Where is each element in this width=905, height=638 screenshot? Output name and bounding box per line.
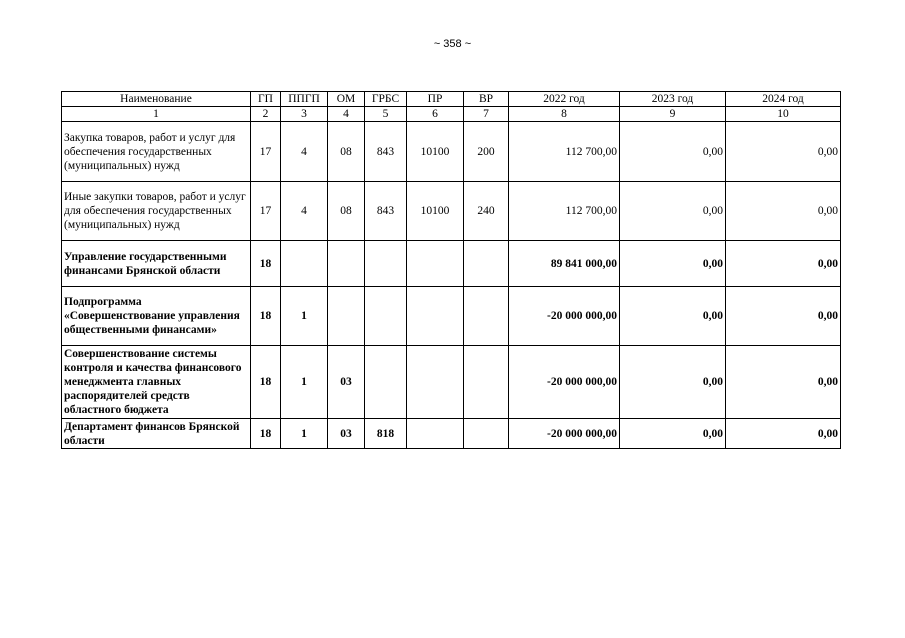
cell-2023: 0,00 bbox=[620, 182, 726, 241]
cell-2023: 0,00 bbox=[620, 346, 726, 419]
cell-ppgp bbox=[281, 241, 328, 287]
row-name: Управление государственными финансами Брянской области bbox=[62, 241, 251, 287]
column-index: 2 bbox=[251, 107, 281, 122]
row-name: Подпрограмма «Совершенствование управления общественными финансами» bbox=[62, 287, 251, 346]
table-row bbox=[62, 122, 841, 182]
column-index: 4 bbox=[328, 107, 365, 122]
cell-vr bbox=[464, 346, 509, 419]
column-index-row bbox=[62, 107, 841, 122]
header-gp: ГП bbox=[251, 92, 281, 107]
column-index: 3 bbox=[281, 107, 328, 122]
cell-om: 03 bbox=[328, 346, 365, 419]
cell-2022: 112 700,00 bbox=[509, 122, 620, 182]
table-row bbox=[62, 346, 841, 419]
column-index: 6 bbox=[407, 107, 464, 122]
cell-grbs: 818 bbox=[365, 419, 407, 449]
cell-om: 03 bbox=[328, 419, 365, 449]
table-row bbox=[62, 419, 841, 449]
cell-grbs bbox=[365, 241, 407, 287]
cell-pr bbox=[407, 241, 464, 287]
cell-2022: -20 000 000,00 bbox=[509, 287, 620, 346]
budget-table bbox=[61, 91, 841, 449]
cell-ppgp: 1 bbox=[281, 287, 328, 346]
table-row bbox=[62, 182, 841, 241]
column-index: 9 bbox=[620, 107, 726, 122]
row-name: Департамент финансов Брянской области bbox=[62, 419, 251, 449]
table-row bbox=[62, 241, 841, 287]
header-ppgp: ППГП bbox=[281, 92, 328, 107]
cell-ppgp: 4 bbox=[281, 182, 328, 241]
cell-2023: 0,00 bbox=[620, 287, 726, 346]
cell-2023: 0,00 bbox=[620, 122, 726, 182]
cell-2024: 0,00 bbox=[726, 182, 841, 241]
cell-2022: -20 000 000,00 bbox=[509, 419, 620, 449]
cell-om: 08 bbox=[328, 182, 365, 241]
cell-pr: 10100 bbox=[407, 182, 464, 241]
cell-2024: 0,00 bbox=[726, 287, 841, 346]
cell-2024: 0,00 bbox=[726, 241, 841, 287]
cell-om bbox=[328, 287, 365, 346]
cell-gp: 18 bbox=[251, 287, 281, 346]
cell-2023: 0,00 bbox=[620, 419, 726, 449]
cell-vr: 200 bbox=[464, 122, 509, 182]
header-pr: ПР bbox=[407, 92, 464, 107]
cell-2024: 0,00 bbox=[726, 122, 841, 182]
cell-ppgp: 1 bbox=[281, 419, 328, 449]
header-2023: 2023 год bbox=[620, 92, 726, 107]
header-2022: 2022 год bbox=[509, 92, 620, 107]
cell-2022: -20 000 000,00 bbox=[509, 346, 620, 419]
cell-pr bbox=[407, 287, 464, 346]
cell-pr: 10100 bbox=[407, 122, 464, 182]
cell-grbs bbox=[365, 346, 407, 419]
cell-ppgp: 4 bbox=[281, 122, 328, 182]
header-om: ОМ bbox=[328, 92, 365, 107]
header-name: Наименование bbox=[62, 92, 251, 107]
table-row bbox=[62, 287, 841, 346]
cell-vr bbox=[464, 241, 509, 287]
cell-grbs: 843 bbox=[365, 182, 407, 241]
column-index: 5 bbox=[365, 107, 407, 122]
cell-2024: 0,00 bbox=[726, 346, 841, 419]
cell-ppgp: 1 bbox=[281, 346, 328, 419]
cell-2022: 89 841 000,00 bbox=[509, 241, 620, 287]
row-name: Закупка товаров, работ и услуг для обеспечения государственных (муниципальных) нужд bbox=[62, 122, 251, 182]
column-index: 8 bbox=[509, 107, 620, 122]
cell-grbs: 843 bbox=[365, 122, 407, 182]
cell-pr bbox=[407, 419, 464, 449]
cell-vr bbox=[464, 287, 509, 346]
header-grbs: ГРБС bbox=[365, 92, 407, 107]
cell-grbs bbox=[365, 287, 407, 346]
cell-2023: 0,00 bbox=[620, 241, 726, 287]
row-name: Совершенствование системы контроля и качества финансового менеджмента главных распорядителей средств областного бюджета bbox=[62, 346, 251, 419]
header-vr: ВР bbox=[464, 92, 509, 107]
cell-gp: 18 bbox=[251, 346, 281, 419]
column-index: 1 bbox=[62, 107, 251, 122]
page-number: ~ 358 ~ bbox=[433, 38, 472, 50]
cell-2024: 0,00 bbox=[726, 419, 841, 449]
cell-gp: 18 bbox=[251, 419, 281, 449]
column-index: 10 bbox=[726, 107, 841, 122]
cell-vr bbox=[464, 419, 509, 449]
cell-vr: 240 bbox=[464, 182, 509, 241]
row-name: Иные закупки товаров, работ и услуг для обеспечения государственных (муниципальных) нужд bbox=[62, 182, 251, 241]
cell-pr bbox=[407, 346, 464, 419]
cell-gp: 17 bbox=[251, 122, 281, 182]
header-row bbox=[62, 92, 841, 107]
header-2024: 2024 год bbox=[726, 92, 841, 107]
cell-om: 08 bbox=[328, 122, 365, 182]
column-index: 7 bbox=[464, 107, 509, 122]
cell-om bbox=[328, 241, 365, 287]
cell-gp: 17 bbox=[251, 182, 281, 241]
cell-gp: 18 bbox=[251, 241, 281, 287]
cell-2022: 112 700,00 bbox=[509, 182, 620, 241]
